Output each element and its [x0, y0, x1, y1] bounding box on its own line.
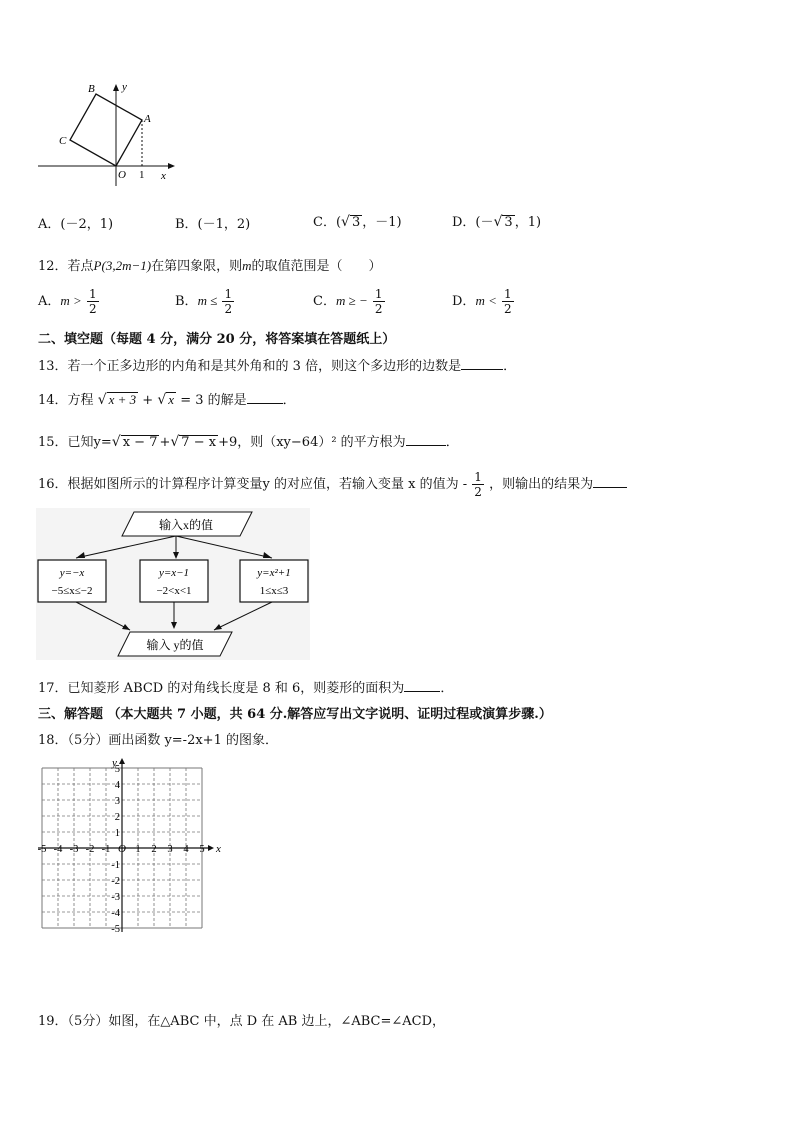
q11-option-c: C．(√ 3 ，－1) — [313, 214, 402, 230]
fig-label-c: C — [59, 135, 67, 147]
y-tick-label: -2 — [111, 876, 120, 887]
x-tick-label: -1 — [101, 844, 111, 855]
flow-output: 输入 y的值 — [146, 638, 204, 652]
x-tick-label: 4 — [183, 844, 189, 855]
section-2-heading: 二、填空题（每题 4 分，满分 20 分，将答案填在答题纸上） — [38, 332, 396, 347]
y-tick-label: 1 — [114, 828, 120, 839]
y-axis-label: y — [112, 758, 117, 769]
flow-input: 输入x的值 — [158, 518, 214, 532]
flow-box3-formula: y=x²+1 — [257, 567, 291, 579]
q15-text: 15．已知y=√ x − 7 +√ 7 − x +9，则（xy−64）² 的平方根为 ． — [38, 434, 459, 450]
x-tick-label: -3 — [69, 844, 79, 855]
q12-option-d: D．m < $\frac{1}{2}$ — [452, 287, 512, 316]
y-tick-label: -1 — [111, 860, 120, 871]
q19-text: 19．（5分）如图，在△ABC 中，点 D 在 AB 边上，∠ABC=∠ACD， — [38, 1014, 446, 1029]
origin-label: O — [118, 843, 126, 855]
coordinate-grid — [30, 758, 230, 940]
q11-option-a: A．(－2，1) — [38, 217, 114, 232]
fig-label-b: B — [88, 83, 95, 95]
fig-label-o: O — [118, 169, 126, 181]
flowchart — [36, 508, 310, 660]
x-tick-label: 5 — [199, 844, 205, 855]
fig-label-y: y — [122, 81, 127, 93]
q12-option-c: C．m ≥ − $\frac{1}{2}$ — [313, 287, 383, 316]
y-tick-label: -4 — [111, 908, 120, 919]
y-tick-label: 5 — [114, 764, 120, 775]
q14-text: 14．方程 √ x + 3 + √ x = 3 的解是 ． — [38, 392, 296, 408]
x-axis-label: x — [216, 843, 221, 855]
x-tick-label: -4 — [53, 844, 63, 855]
q13-text: 13．若一个正多边形的内角和是其外角和的 3 倍，则这个多边形的边数是 ． — [38, 359, 517, 374]
flow-box1-range: −5≤x≤−2 — [51, 585, 93, 597]
fig-label-a: A — [144, 113, 151, 125]
q11-option-b: B．(－1，2) — [175, 217, 251, 232]
flow-box1-formula: y=−x — [59, 567, 85, 579]
fig-label-x: x — [161, 170, 166, 182]
fig-label-1: 1 — [139, 169, 145, 181]
q18-text: 18．（5分）画出函数 y=-2x+1 的图象． — [38, 733, 278, 748]
y-tick-label: 3 — [114, 796, 120, 807]
flow-box2-range: −2<x<1 — [156, 585, 192, 597]
x-tick-label: 1 — [135, 844, 141, 855]
y-tick-label: -5 — [111, 924, 120, 935]
q12-option-a: A．m > $\frac{1}{2}$ — [38, 287, 97, 316]
q12-option-b: B．m ≤ $\frac{1}{2}$ — [175, 287, 233, 316]
flow-box3-range: 1≤x≤3 — [259, 585, 289, 597]
x-tick-label: -5 — [37, 844, 47, 855]
q11-option-d: D．(－√ 3 ，1) — [452, 214, 542, 230]
x-tick-label: -2 — [85, 844, 95, 855]
q11-figure — [30, 78, 180, 188]
q16-text: 16．根据如图所示的计算程序计算变量y 的对应值，若输入变量 x 的值为 - $\frac{1}{2}$ ，则输出的结果为 — [38, 470, 627, 499]
y-tick-label: 2 — [114, 812, 120, 823]
section-3-heading: 三、解答题 （本大题共 7 小题，共 64 分.解答应写出文字说明、证明过程或演算步骤.） — [38, 707, 552, 722]
q12-stem: 12．若点P(3,2m−1)在第四象限，则m的取值范围是（ ） — [38, 258, 382, 274]
x-tick-label: 2 — [151, 844, 157, 855]
x-tick-label: 3 — [167, 844, 173, 855]
y-tick-label: -3 — [111, 892, 120, 903]
q17-text: 17．已知菱形 ABCD 的对角线长度是 8 和 6，则菱形的面积为 ． — [38, 681, 454, 696]
flow-box2-formula: y=x−1 — [158, 567, 190, 579]
y-tick-label: 4 — [114, 780, 120, 791]
x-axis-arrow — [208, 845, 214, 851]
